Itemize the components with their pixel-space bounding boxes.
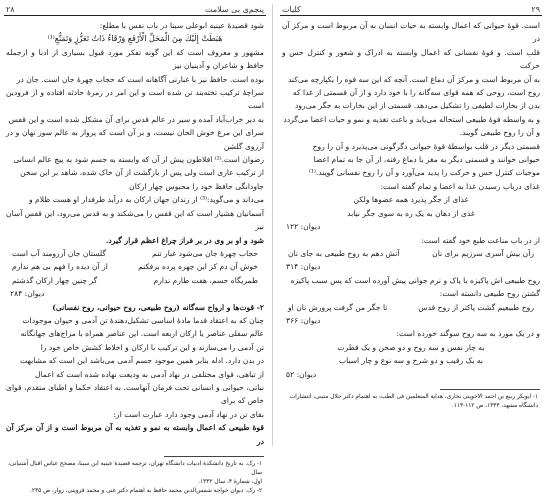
verse-line: غذای از جگر پذیرد همه عضوها ولکن: [353, 195, 469, 205]
text-line: است. قوۀ حیوانی که اعمال وابسته به حیات انسان به آن مربوط است و مرکز آن در: [282, 21, 540, 44]
arabic-verse: هَبَطَتْ إِلَيْكَ مِنَ الْمَحَلِّ الْأَرْفَعِ وَرْقَاءُ ذَاتُ تَعَزُّزٍ وَتَمَنُّعِ⁽¹⁾: [47, 34, 223, 44]
left-page-header: [4, 3, 266, 16]
left-page-body: [4, 16, 266, 496]
divan-reference: دیوان: ۱۲۲: [286, 222, 321, 232]
footnote: ۱- رک. به تاریخ دانشکدهٔ ادبیات دانشگاه تهران، ترجمه قصیدهٔ عینیه ابن سینا، مصحح عباس اقبال آشتیانی، سال: [8, 461, 262, 476]
verse-couplet: [6, 260, 264, 273]
verse-line: به یک رقیب و دو شرح و سه نوع و چار اسباب: [338, 356, 484, 366]
text-line: به آن مربوط است و مرکز آن دماغ است. آنچه که این سه قوه را یکپارچه می‌کند: [287, 74, 540, 84]
text-line: بقای تن در نهاد آدمی وجود دارد عبارت است از:: [113, 409, 264, 419]
left-page: [4, 0, 266, 494]
footnotes: [6, 460, 264, 496]
verse-couplet: [6, 247, 264, 260]
footnote-divider: [440, 389, 540, 390]
verse-hemistich: تا جگر من گرفت پرورش نان او: [288, 302, 388, 312]
divan-reference: دیوان: ۵۲: [286, 369, 317, 379]
verse-hemistich: گلستان جان آرزومند آب است: [12, 248, 106, 258]
verse-line: غذی از دهان به یک ره به سوی جگر نیابد: [347, 208, 475, 218]
text-line: سزای این مرغ خوش الحان نیست، و بر آن است که پرواز به عالم سوز نهان و در آرزوی گلشن: [6, 128, 264, 151]
text-line: و آن را روح طبیعی گویند.: [459, 128, 540, 138]
verse-hemistich: حجاب چهرهٔ جان می‌شود غبار تنم: [152, 248, 258, 258]
text-line: به دیر خراب‌آباد آمده و سیر در عالم قدس برای آن مشکل شده است و این قفس: [8, 114, 264, 124]
text-line: شود و او بر وی در بر فراز چراغ اعظم قرار گیرد.: [105, 235, 264, 245]
text-line: قسمتی دیگر در قلب بواسطهٔ قوۀ حیوانی دگرگونی می‌پذیرد و آن را روح: [312, 141, 540, 151]
right-page: [280, 0, 542, 450]
right-header-title: کلیات: [282, 4, 301, 14]
text-line: گشتن روح طبیعی دانسته است:: [439, 289, 540, 299]
verse-hemistich: زآن بیش آسری سرزیم برای نان: [432, 248, 534, 258]
left-page-number: ۲۸: [6, 4, 15, 14]
verse-hemistich: از آن دیده را فهم بی هم ندارم: [12, 262, 108, 272]
text-line: جاودانگی حافظ خود را محبوس چهار ارکان: [129, 181, 264, 191]
text-line: سراچهٔ ترکیب تخته‌بند تن شده است و این امر در زمرهٔ حادثه افتاده و از فرودین است: [6, 88, 264, 111]
text-line: شود قصیدهٔ عینیه ابوعلی سینا در باب نفس با مطلع:: [99, 21, 264, 30]
verse-couplet: [282, 301, 540, 314]
text-line: تن آدمی را می‌سازند و این ترکیب با ارکان و اخلاط کشش خاص خود را: [40, 342, 264, 352]
footnotes: [282, 393, 540, 411]
text-line: از ترکیب عاری است ولی پس از بازگشت از آن خاک شده، شاهد بر این سخن: [20, 168, 264, 178]
text-line: روح طبیعی اش پاکیزه با پاک و نرم جوانی پیش آورده است که پس سبب پاکیزه: [290, 275, 540, 285]
text-line: قلب است. و قوۀ نفسانی که اعمال وابسته به ادراک و شعور و کنترل حس و حرکت: [282, 47, 540, 71]
text-line: عالم سفلی عناصر یا ارکان اربعه است. این عناصر همراه با مزاج‌های جهانگانه: [20, 329, 264, 339]
footnote: اول، شمارهٔ ۴، سال ۱۳۳۲.: [198, 479, 262, 485]
text-line: غذای درباب رسیدن غذا به اعضا و تمام گفته است:: [380, 181, 540, 191]
text-line: و به واسطه قوۀ طبیعی استحاله می‌یابد و باعث تغذیه و نمو و حیات اعضا می‌گردد: [283, 114, 540, 124]
right-page-body: [280, 16, 542, 411]
left-header-title: پنجم‌ی بی سلامت: [205, 4, 264, 14]
verse-line: به چار نفس و سه روح و دو صحن و یک قطرت: [337, 342, 485, 352]
text-line: بدن از بخارات لطیفی را تشکیل می‌دهد. قسمتی از این بخارات به جگر می‌رود: [294, 101, 540, 111]
text-line: بوده است. حافظ نیز با غبارتی آگاهانه است که حجاب چهرهٔ جان است. جان در: [16, 74, 264, 84]
text-line: قوۀ طبیعی که اعمال وابسته به نمو و تغذیه به آن مربوط است و از آن مرکز آن در: [6, 423, 264, 446]
text-line: از در باب مناعت طبع خود گفته است:: [421, 235, 540, 245]
footnote: دانشگاه مشهد، ۱۳۴۴، ص ۱۱۲-۱۱۳.: [451, 402, 538, 409]
divan-reference: دیوان: ۳۱۴: [286, 262, 321, 272]
text-line: در بدن دارد. ادله بنابر همین موجود جسم آدمی می‌باشد این است که مشابهت: [20, 356, 264, 366]
text-line: مشهور و معروف است که این گونه تفکر مورد قبول بسیاری از ادبا و ازجمله حافظ و شاعران و آدینیان نیز: [6, 47, 264, 71]
text-line: نباتی، حیوانی و انسانی تحت فرمان آنهاست. به اعتقاد حکما و اطبای متقدم، قوای خاص که برای: [6, 382, 264, 406]
section-heading: ۲- قوت‌ها و ارواح سه‌گانه (روح طبیعی، روح حیوانی، روح نفسانی): [52, 302, 264, 312]
text-line: می‌داند و می‌گوید:⁽³⁾ از زندان جهان ارکان به درآید طرفدار او هست ظلام و: [28, 195, 264, 205]
text-line: موجبات کنترل حس و حرکت را پدید می‌آورد و آن را روح نفسانی گویند.⁽¹⁾: [309, 168, 540, 178]
verse-hemistich: گر چنین چهار ارکان گذشتم: [12, 275, 98, 285]
text-line: از تباهی، قوای مختلفی در نهاد آدمی به ودیعت نهاده شده است که اعمال: [34, 369, 264, 379]
right-page-number: ۲۹: [531, 4, 540, 14]
text-line: و در یک مورد به سه روح سوگند خورده است:: [396, 329, 540, 339]
verse-hemistich: خوش آن دم کز این چهره پرده برفکنم: [138, 262, 258, 272]
verse-hemistich: طمریگاه جسم، هفت طارم ندارم: [153, 275, 258, 285]
footnote: ۱- ابوبکر ربیع بن احمد الاخوینی بخاری، هدایة المتعلمین فی الطب، به اهتمام دکتر جلال متینی، انتشارات: [289, 393, 538, 400]
verse-couplet: [6, 274, 264, 287]
text-line: روح است، روحی که همه قوای سه‌گانه را با خود دارد و از آن قسمتی از غذا که: [292, 88, 540, 98]
divan-reference: دیوان: ۲۸۴: [10, 289, 45, 299]
footnote-divider: [164, 456, 264, 457]
right-page-header: [280, 3, 542, 16]
text-line: رضوان است.⁽²⁾ افلاطون پیش از آن که وابسته به جسم شود به پیچ عالم انسانی: [13, 155, 264, 165]
verse-hemistich: آتش دهم به روح طبیعی به جای نان: [288, 248, 400, 258]
verse-hemistich: روح طبیعیم گشت پاکتر از روح قدس: [418, 302, 534, 312]
text-line: حیوانی خوانند و قسمتی دیگر به مغز یا دماغ رفته، از آن جا به تمام اعضا: [313, 155, 540, 165]
verse-couplet: [282, 247, 540, 260]
text-line: چنان که به اعتقاد قدما مادهٔ اساسی تشکیل‌دهندهٔ تن آدمی و حیوان موجودات: [22, 315, 264, 325]
footnote: ۲- رک. دیوان خواجه شمس‌الدین محمد حافظ به اهتمام دکتر غنی و محمد قزوینی، زوار، ص ۲۳۵.: [30, 488, 262, 494]
gutter-divider: [272, 4, 273, 446]
divan-reference: دیوان: ۳۶۶: [286, 315, 321, 325]
text-line: آسمانیان هشیار است که این قفس را می‌شکند و به قدس می‌رود، این قفس آسان نیز: [6, 208, 264, 232]
